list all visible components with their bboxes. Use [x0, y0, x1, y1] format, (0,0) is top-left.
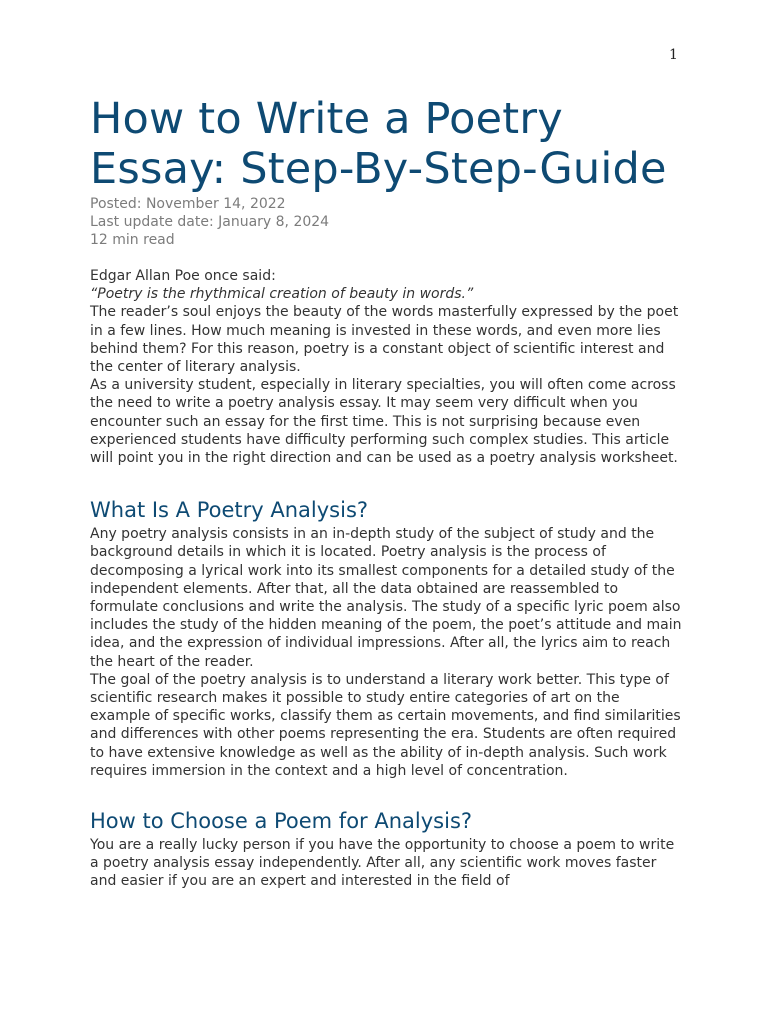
section-paragraph: You are a really lucky person if you have the opportunity to choose a poem to write a poetry analysis essay independently. After all, any scientific work moves faster and easier if you are an expert and interested in the field of: [90, 837, 675, 890]
intro-section: [90, 267, 682, 467]
intro-lead: Edgar Allan Poe once said:: [90, 268, 276, 284]
document-body: [90, 94, 682, 891]
section-heading-what-is: What Is A Poetry Analysis?: [90, 498, 369, 523]
section-choose-poem: [90, 836, 682, 891]
posted-date: Posted: November 14, 2022: [90, 196, 286, 212]
section-what-is: [90, 525, 682, 780]
section-paragraph: Any poetry analysis consists in an in-depth study of the subject of study and the background details in which it is located. Poetry analysis is the process of decomposing a lyrical work into its smallest components for a detailed study of the independent elements. After that, all the data obtained are reassembled to formulate conclusions and write the analysis. The study of a specific lyric poem also includes the study of the hidden meaning of the poem, the poet’s attitude and main idea, and the expression of individual impressions. After all, the lyrics aim to reach the heart of the reader.: [90, 526, 682, 670]
updated-date: Last update date: January 8, 2024: [90, 214, 330, 230]
read-time: 12 min read: [90, 232, 175, 248]
article-meta: [90, 195, 682, 249]
section-paragraph: The goal of the poetry analysis is to understand a literary work better. This type of scientific research makes it possible to study entire categories of art on the example of specific works, classify them as certain movements, and find similarities and differences with other poems representing the era. Students are often required to have extensive knowledge as well as the ability of in-depth analysis. Such work requires immersion in the context and a high level of concentration.: [90, 671, 681, 779]
intro-paragraph: The reader’s soul enjoys the beauty of the words masterfully expressed by the poet in a few lines. How much meaning is invested in these words, and even more lies behind them? For this reason, poetry is a constant object of scientific interest and the center of literary analysis.: [90, 304, 679, 376]
section-heading-choose-poem: How to Choose a Poem for Analysis?: [90, 809, 473, 834]
page-number: 1: [669, 47, 678, 63]
poe-quote: “Poetry is the rhythmical creation of beauty in words.”: [90, 286, 474, 303]
intro-paragraph: As a university student, especially in literary specialties, you will often come across the need to write a poetry analysis essay. It may seem very difficult when you encounter such an essay for the first time. This is not surprising because even experienced students have difficulty performing such complex studies. This article will point you in the right direction and can be used as a poetry analysis worksheet.: [90, 377, 678, 467]
article-title: How to Write a Poetry Essay: Step-By-Step-Guide: [90, 94, 667, 194]
